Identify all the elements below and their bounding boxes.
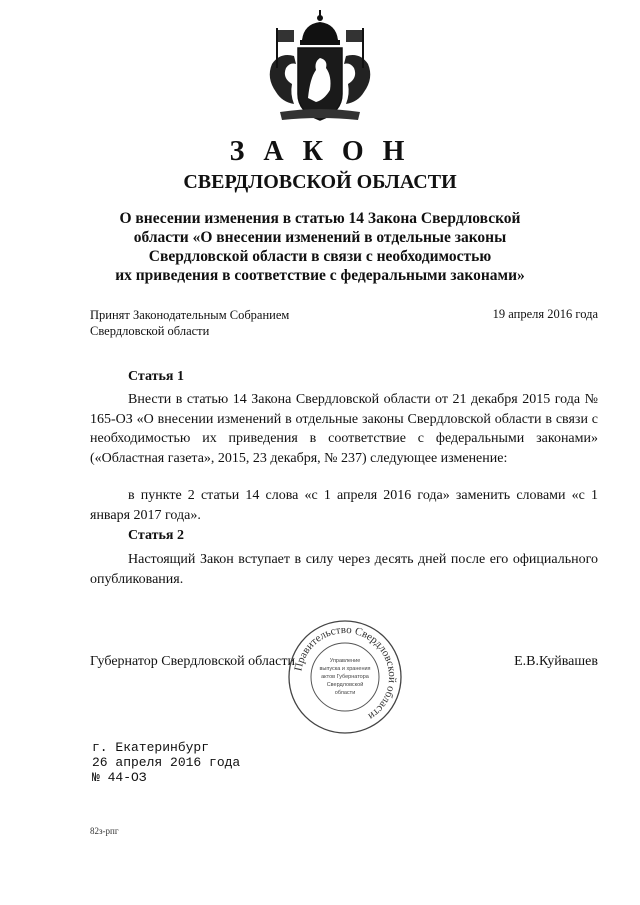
adoption-line: Принят Законодательным Собранием bbox=[90, 308, 290, 322]
signing-city: г. Екатеринбург bbox=[92, 740, 210, 755]
article-2-heading: Статья 2 bbox=[128, 528, 184, 543]
official-seal-stamp bbox=[286, 618, 404, 736]
signing-date: 26 апреля 2016 года bbox=[92, 755, 241, 770]
subject-line: Свердловской области в связи с необходимостью bbox=[148, 248, 492, 265]
svg-text:Правительство Свердловской обл: Правительство Свердловской области bbox=[292, 623, 399, 723]
article-1-paragraph: Внести в статью 14 Закона Свердловской области от 21 декабря 2015 года № 165-ОЗ «О внесении изменений в отдельные законы Свердловской области в связи с необходимостью их приведения в соответствие с федеральными законами» («Областная газета», 2015, 23 декабря, № 237) следующее изменение: bbox=[90, 392, 598, 466]
law-subject bbox=[90, 209, 550, 285]
signatory-title: Губернатор Свердловской области bbox=[90, 654, 295, 669]
article-1-amendment: в пункте 2 статьи 14 слова «с 1 апреля 2016 года» заменить словами «с 1 января 2017 года». bbox=[90, 488, 598, 523]
svg-text:актов Губернатора: актов Губернатора bbox=[321, 674, 369, 680]
svg-text:Управление: Управление bbox=[329, 658, 361, 664]
document-region: СВЕРДЛОВСКОЙ ОБЛАСТИ bbox=[183, 171, 457, 193]
svg-text:области: области bbox=[334, 690, 356, 696]
adoption-date: 19 апреля 2016 года bbox=[492, 307, 598, 321]
adoption-body bbox=[90, 307, 289, 339]
document-code: 82з-рпг bbox=[90, 826, 119, 836]
coat-of-arms-emblem bbox=[258, 8, 382, 126]
signatory-name: Е.В.Куйвашев bbox=[514, 654, 598, 669]
svg-text:Свердловской: Свердловской bbox=[326, 682, 364, 688]
subject-line: О внесении изменения в статью 14 Закона Свердловской bbox=[119, 210, 521, 227]
subject-line: их приведения в соответствие с федеральными законами» bbox=[115, 267, 525, 284]
article-2-paragraph: Настоящий Закон вступает в силу через десять дней после его официального опубликования. bbox=[90, 552, 598, 587]
subject-line: области «О внесении изменений в отдельные законы bbox=[133, 229, 507, 246]
article-1-heading: Статья 1 bbox=[128, 369, 184, 384]
law-number: № 44-ОЗ bbox=[92, 770, 147, 785]
svg-text:выпуска и хранения: выпуска и хранения bbox=[319, 666, 371, 672]
adoption-line: Свердловской области bbox=[90, 324, 210, 338]
document-title: З А К О Н bbox=[229, 136, 411, 167]
place-date-number bbox=[92, 740, 240, 785]
